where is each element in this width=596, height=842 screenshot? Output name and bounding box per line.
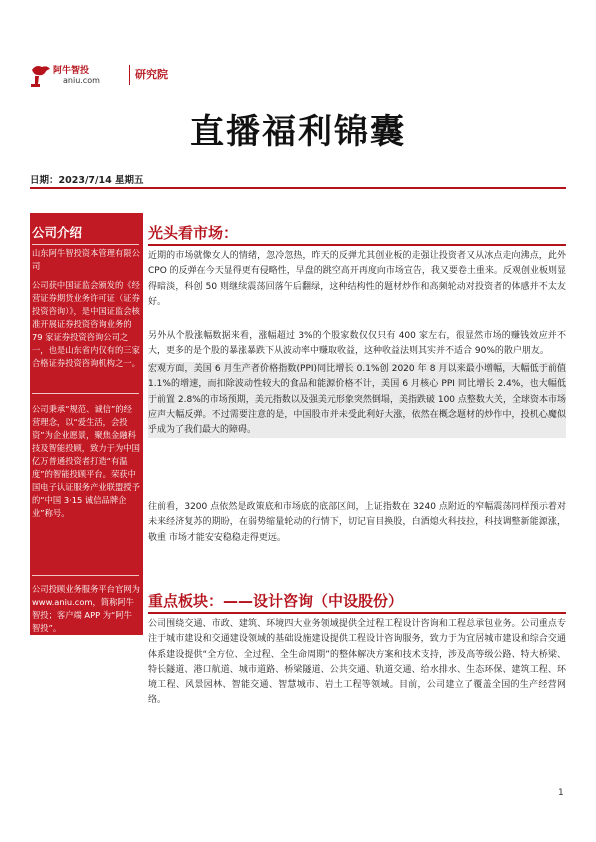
market-paragraph-2: 另外从个股涨幅数据来看，涨幅超过 3%的个股家数仅仅只有 400 家左右，很显然市场的赚钱效应并不大，更多的是个股的暴涨暴跌下从波动率中赚取收益，这种收益法则其实并不适合 90%的散户朋友。 [148, 331, 566, 357]
company-intro-sidebar [30, 213, 143, 635]
company-logo [30, 62, 170, 92]
bull-logo-icon [30, 62, 52, 88]
market-section-title: 光头看市场： [148, 224, 239, 242]
sidebar-divider [32, 393, 139, 394]
page-title: 直播福利锦囊 [190, 112, 406, 152]
date-value: 2023/7/14 星期五 [58, 175, 144, 186]
sidebar-license-text: 公司获中国证监会颁发的《经营证券期货业务许可证（证券投资咨询）》，是中国证监会核准开展证券投资咨询业务的 79 家证券投资咨询公司之一，也是山东省内仅有的三家合格证券投资咨询机构之一。 [32, 280, 140, 368]
institute-label: 研究院 [135, 68, 168, 81]
sidebar-divider [32, 244, 139, 245]
brand-name: 阿牛智投 [53, 66, 90, 76]
brand-url: aniu.com [63, 76, 100, 85]
sector-paragraph: 公司围绕交通、市政、建筑、环境四大业务领域提供全过程工程设计咨询和工程总承包业务。公司重点专注于城市建设和交通建设领域的基础设施建设提供工程设计咨询服务，致力于为宜居城市建设和综合交通体系建设提供“全方位、全过程、全生命周期”的整体解决方案和技术支持，涉及高等级公路、特大桥梁、特长隧道、港口航道、城市道路、桥梁隧道、公共交通、轨道交通、给水排水、生态环保、建筑工程、环境工程、风景园林、智能交通、智慧城市、岩土工程等领域。目前，公司建立了覆盖全国的生产经营网络。 [148, 619, 566, 706]
market-paragraph-3: 宏观方面，美国 6 月生产者价格指数(PPI)同比增长 0.1%创 2020 年 8 月以来最小增幅，大幅低于前值 1.1%的增速，而扣除波动性较大的食品和能源价格不计，美国 6 月核心 PPI 同比增长 2.4%，也大幅低于前置 2.8%的市场预期，美元指数以及强美元形象突然倒塌，美指跌破 100 点整数大关，全球资本市场应声大幅反弹。不过需要注意的是，中国股市并未受此利好大涨，依然在概念题材的炒作中，投机心魔似乎成为了我们最大的障碍。 [148, 362, 566, 438]
market-paragraph-4: 往前看，3200 点依然是政策底和市场底的底部区间，上证指数在 3240 点附近的窄幅震荡同样预示着对未来经济复苏的期盼，在弱势缩量轮动的行情下，切记盲目换股，白酒熄火科技拉，科技调整新能源涨，敬重 市场才能安安稳稳走得更远。 [148, 502, 566, 543]
market-paragraph-1: 近期的市场就像女人的情绪，忽冷忽热，昨天的反弹尤其创业板的走强让投资者又从冰点走向沸点，此外 CPO 的反弹在今天显得更有侵略性，早盘的跳空高开再度向市场宣告，我又要卷土重来。反观创业板则显得暗淡，科创 50 则继续震荡回落午后翻绿，这种结构性的题材炒作和高频轮动对投资者的体感并不太友好。 [148, 251, 566, 307]
sidebar-heading: 公司介绍 [32, 225, 83, 240]
header-rule [30, 187, 566, 189]
date-line [30, 172, 144, 186]
sector-section-title: 重点板块：——设计咨询（中设股份） [148, 592, 404, 610]
page-number: 1 [558, 788, 564, 798]
sidebar-divider [32, 575, 139, 576]
logo-divider [129, 65, 130, 85]
sidebar-platform-text: 公司投顾业务服务平台官网为 www.aniu.com，简称阿牛智投；客户端 APP 为“阿牛智投”。 [32, 584, 140, 633]
market-section-underline [148, 244, 566, 246]
sector-section-underline [148, 612, 566, 614]
sidebar-philosophy-text: 公司秉承“规范、诚信”的经营理念，以“爱生活，会投资”为企业愿景，聚焦金融科技及智能投顾，致力于为中国亿万普通投资者打造“有温度”的智能投顾平台。荣获中国电子认证服务产业联盟授予的“中国 3·15 诚信品牌企业”称号。 [32, 404, 140, 518]
date-label: 日期： [30, 175, 59, 186]
sidebar-company-name: 山东阿牛智投资本管理有限公司 [32, 248, 140, 271]
